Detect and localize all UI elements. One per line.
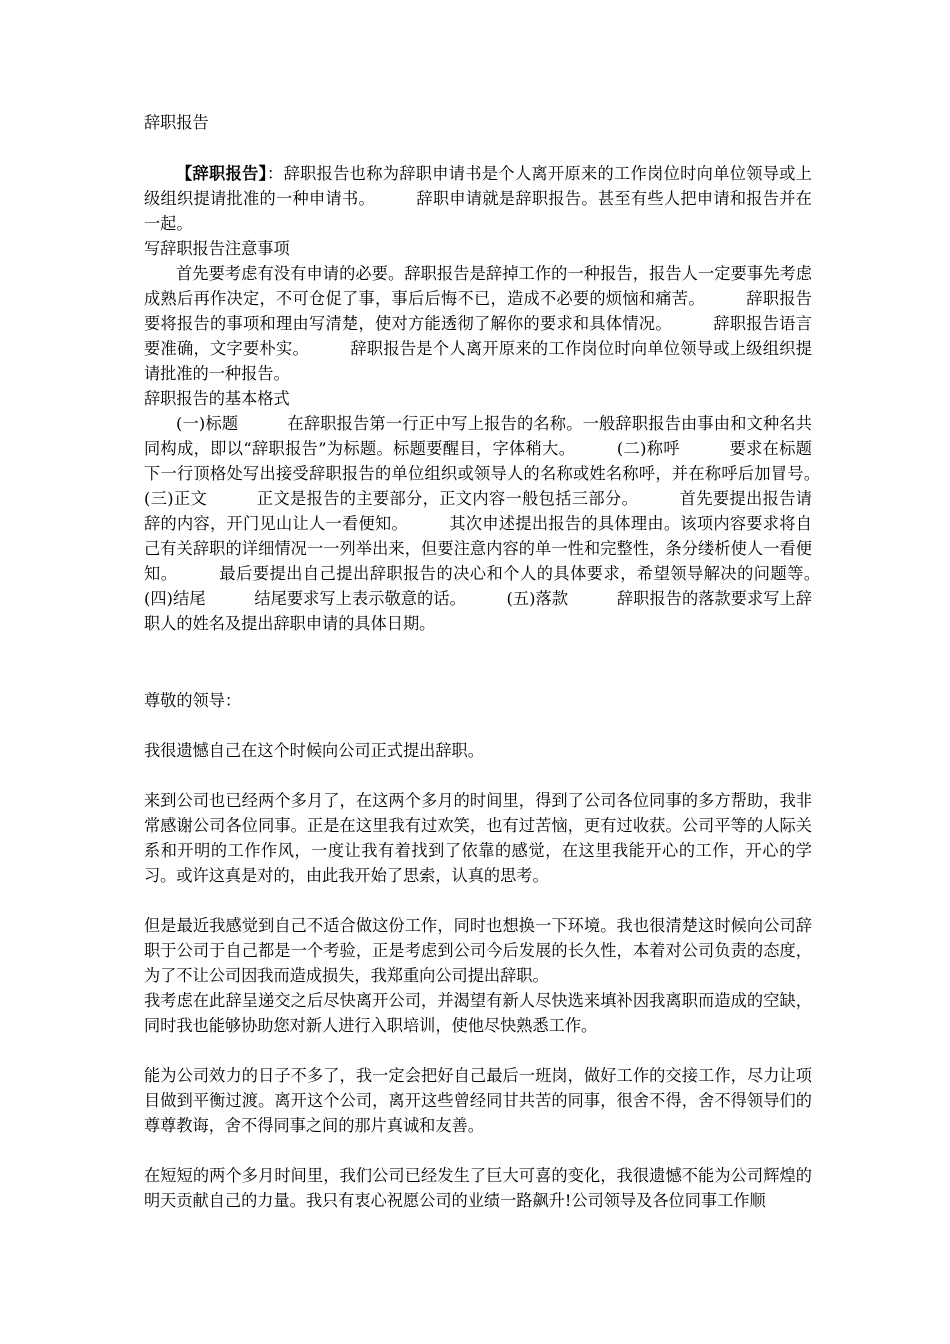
document-page (144, 110, 861, 1213)
intro-text: ：辞职报告也称为辞职申请书是个人离开原来的工作岗位时向单位领导或上级组织提请批准的一种申请书。 辞职申请就是辞职报告。甚至有些人把申请和报告并在一起。 (144, 164, 812, 233)
intro-label: 【辞职报告】 (176, 164, 268, 183)
letter-salutation: 尊敬的领导： (144, 691, 242, 710)
letter-paragraph-4: 我考虑在此辞呈递交之后尽快离开公司，并渴望有新人尽快选来填补因我离职而造成的空缺，同时我也能够协助您对新人进行入职培训，使他尽快熟悉工作。 (144, 991, 812, 1035)
letter-paragraph-5: 能为公司效力的日子不多了，我一定会把好自己最后一班岗，做好工作的交接工作，尽力让项目做到平衡过渡。离开这个公司，离开这些曾经同甘共苦的同事，很舍不得，舍不得领导们的尊尊教诲，舍不得同事之间的那片真诚和友善。 (144, 1066, 812, 1135)
notes-paragraph: 首先要考虑有没有申请的必要。辞职报告是辞掉工作的一种报告，报告人一定要事先考虑成熟后再作决定，不可仓促了事，事后后悔不已，造成不必要的烦恼和痛苦。 辞职报告要将报告的事项和理由写清楚，使对方能透彻了解你的要求和具体情况。 辞职报告语言要准确，文字要朴实。 辞职报告是个人离开原来的工作岗位时向单位领导或上级组织提请批准的一种报告。 (144, 264, 812, 383)
letter-paragraph-2: 来到公司也已经两个多月了，在这两个多月的时间里，得到了公司各位同事的多方帮助，我非常感谢公司各位同事。正是在这里我有过欢笑，也有过苦恼，更有过收获。公司平等的人际关系和开明的工作作风，一度让我有着找到了依靠的感觉，在这里我能开心的工作，开心的学习。或许这真是对的，由此我开始了思索，认真的思考。 (144, 791, 812, 885)
section-heading-format: 辞职报告的基本格式 (144, 389, 290, 408)
document-title: 辞职报告 (144, 113, 209, 132)
letter-paragraph-1: 我很遗憾自己在这个时候向公司正式提出辞职。 (144, 741, 484, 760)
format-paragraph: (一)标题 在辞职报告第一行正中写上报告的名称。一般辞职报告由事由和文种名共同构成，即以“辞职报告”为标题。标题要醒目，字体稍大。 (二)称呼 要求在标题下一行顶格处写出接受辞职报告的单位组织或领导人的名称或姓名称呼，并在称呼后加冒号。 (三)正文 正文是报告的主要部分，正文内容一般包括三部分。 首先要提出报告请辞的内容，开门见山让人一看便知。 其次申述提出报告的具体理由。该项内容要求将自己有关辞职的详细情况一一列举出来，但要注意内容的单一性和完整性，条分缕析使人一看便知。 最后要提出自己提出辞职报告的决心和个人的具体要求，希望领导解决的问题等。 (四)结尾 结尾要求写上表示敬意的话。 (五)落款 辞职报告的落款要求写上辞职人的姓名及提出辞职申请的具体日期。 (144, 414, 861, 633)
letter-paragraph-6: 在短短的两个多月时间里，我们公司已经发生了巨大可喜的变化，我很遗憾不能为公司辉煌的明天贡献自己的力量。我只有衷心祝愿公司的业绩一路飙升!公司领导及各位同事工作顺 (144, 1166, 812, 1210)
intro-paragraph (144, 161, 812, 236)
section-heading-notes: 写辞职报告注意事项 (144, 239, 290, 258)
letter-paragraph-3: 但是最近我感觉到自己不适合做这份工作，同时也想换一下环境。我也很清楚这时候向公司辞职于公司于自己都是一个考验，正是考虑到公司今后发展的长久性，本着对公司负责的态度，为了不让公司因我而造成损失，我郑重向公司提出辞职。 (144, 916, 812, 985)
